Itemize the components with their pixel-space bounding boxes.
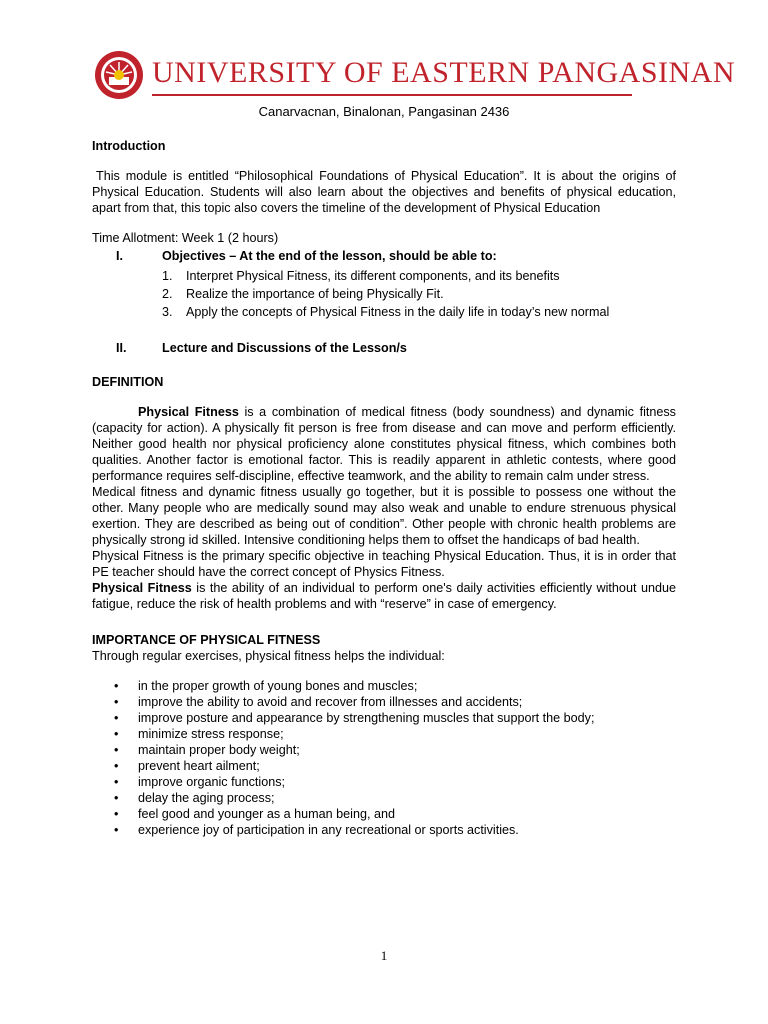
university-name: UNIVERSITY OF EASTERN PANGASINAN — [152, 56, 735, 89]
definition-paragraph-2: Medical fitness and dynamic fitness usually go together, but it is possible to possess one without the other. Many people who are medically sound may also weak and unable to endure strenuous physical exertion. They are described as being out of condition”. Other people with chronic health problems are physically strong id skilled. Intensive conditioning helps them to offset the handicaps of bad health. — [92, 485, 676, 547]
importance-heading: IMPORTANCE OF PHYSICAL FITNESS — [92, 633, 321, 647]
objectives-list — [162, 268, 676, 320]
list-item: • experience joy of participation in any recreational or sports activities. — [114, 823, 519, 837]
module-content — [92, 138, 676, 838]
list-item: • prevent heart ailment; — [114, 759, 260, 773]
list-item: • improve posture and appearance by strengthening muscles that support the body; — [114, 711, 595, 725]
list-item: 3. Apply the concepts of Physical Fitness in the daily life in today’s new normal — [162, 305, 610, 319]
definition-paragraph-4: Physical Fitness is the ability of an individual to perform one's daily activities efficiently without undue fatigue, reduce the risk of health problems and with “reserve” in case of emergency. — [92, 581, 676, 611]
objectives-numeral: I. — [116, 249, 123, 263]
lecture-heading: Lecture and Discussions of the Lesson/s — [162, 341, 407, 355]
university-seal-icon — [94, 50, 144, 100]
list-item: • improve the ability to avoid and recover from illnesses and accidents; — [114, 695, 523, 709]
list-item: 1. Interpret Physical Fitness, its different components, and its benefits — [162, 269, 560, 283]
list-item: • feel good and younger as a human being, and — [114, 807, 395, 821]
list-item: • improve organic functions; — [114, 775, 285, 789]
definition-heading: DEFINITION — [92, 375, 164, 389]
time-allotment: Time Allotment: Week 1 (2 hours) — [92, 231, 279, 245]
list-item: 2. Realize the importance of being Physically Fit. — [162, 287, 444, 301]
importance-lead: Through regular exercises, physical fitness helps the individual: — [92, 649, 445, 663]
university-address: Canarvacnan, Binalonan, Pangasinan 2436 — [258, 104, 510, 119]
page-number: 1 — [380, 948, 388, 963]
definition-paragraph-1: Physical Fitness is a combination of medical fitness (body soundness) and dynamic fitness (capacity for action). A physically fit person is free from disease and can move and perform efficiently. Neither good health nor physical proficiency alone constitutes physical fitness, which combines both qualities. Another factor is emotional factor. This is readily apparent in athletic contests, where good performance requires self-discipline, effective teamwork, and the ability to remain calm under stress. — [92, 405, 676, 483]
introduction-heading: Introduction — [92, 139, 166, 153]
list-item: • in the proper growth of young bones and muscles; — [114, 679, 418, 693]
lecture-heading-row — [92, 340, 676, 356]
introduction-text: This module is entitled “Philosophical Foundations of Physical Education”. It is about the origins of Physical Education. Students will also learn about the objectives and benefits of physical education, apart from that, this topic also covers the timeline of the development of Physical Education — [92, 169, 676, 215]
list-item: • delay the aging process; — [114, 791, 275, 805]
lecture-numeral: II. — [116, 341, 127, 355]
objectives-heading-row — [92, 248, 676, 264]
list-item: • minimize stress response; — [114, 727, 284, 741]
header-rule — [152, 94, 632, 96]
letterhead — [94, 50, 735, 100]
list-item: • maintain proper body weight; — [114, 743, 300, 757]
definition-paragraph-3: Physical Fitness is the primary specific objective in teaching Physical Education. Thus, it is in order that PE teacher should have the correct concept of Physics Fitness. — [92, 549, 676, 579]
objectives-heading: Objectives – At the end of the lesson, should be able to: — [162, 249, 497, 263]
importance-list — [114, 678, 676, 838]
